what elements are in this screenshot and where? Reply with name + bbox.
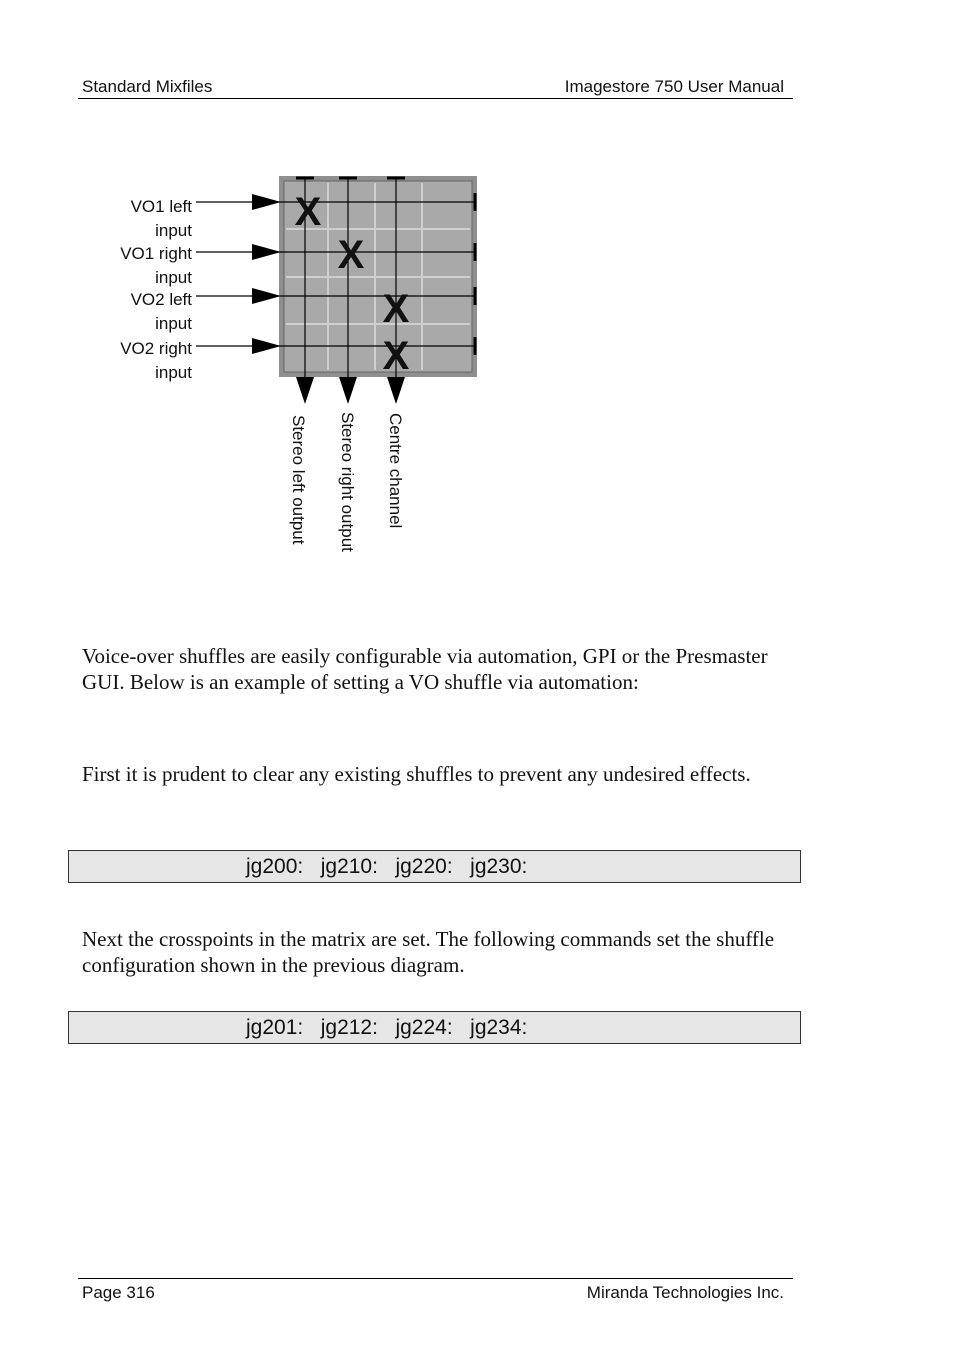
crosspoint-mark: X: [337, 233, 365, 277]
page-number: Page 316: [82, 1283, 155, 1302]
footer-company: Miranda Technologies Inc.: [586, 1283, 784, 1302]
header-manual-title: Imagestore 750 User Manual: [564, 77, 784, 96]
output-label: Centre channel: [386, 413, 405, 529]
input-label: input: [155, 221, 192, 240]
input-label: input: [155, 268, 192, 287]
body-paragraph: Next the crosspoints in the matrix are set. The following commands set the shuffle configuration shown in the previous diagram.: [82, 927, 775, 977]
command-text: jg201: jg212: jg224: jg234:: [246, 1016, 528, 1039]
command-text: jg200: jg210: jg220: jg230:: [246, 855, 528, 878]
input-label: VO2 left: [130, 290, 192, 309]
shuffle-matrix-diagram: [0, 0, 954, 620]
crosspoint-mark: X: [382, 287, 410, 331]
input-label: input: [155, 314, 192, 333]
input-label: VO1 left: [130, 197, 192, 216]
body-paragraph: First it is prudent to clear any existing shuffles to prevent any undesired effects.: [82, 762, 751, 786]
output-label: Stereo left output: [289, 415, 308, 545]
body-paragraph: Voice-over shuffles are easily configurable via automation, GPI or the Presmaster GUI. Below is an example of setting a VO shuffle via automation:: [82, 644, 768, 694]
command-box: [68, 850, 801, 883]
input-label: VO2 right: [120, 339, 192, 358]
header-section-title: Standard Mixfiles: [82, 77, 213, 96]
command-box: [68, 1011, 801, 1044]
footer-rule: [78, 1278, 793, 1279]
crosspoint-mark: X: [294, 190, 322, 234]
crosspoint-mark: X: [382, 334, 410, 378]
output-arrowheads: [296, 377, 405, 404]
input-arrowheads: [252, 194, 281, 354]
input-label: input: [155, 363, 192, 382]
output-label: Stereo right output: [338, 412, 357, 552]
input-label: VO1 right: [120, 244, 192, 263]
